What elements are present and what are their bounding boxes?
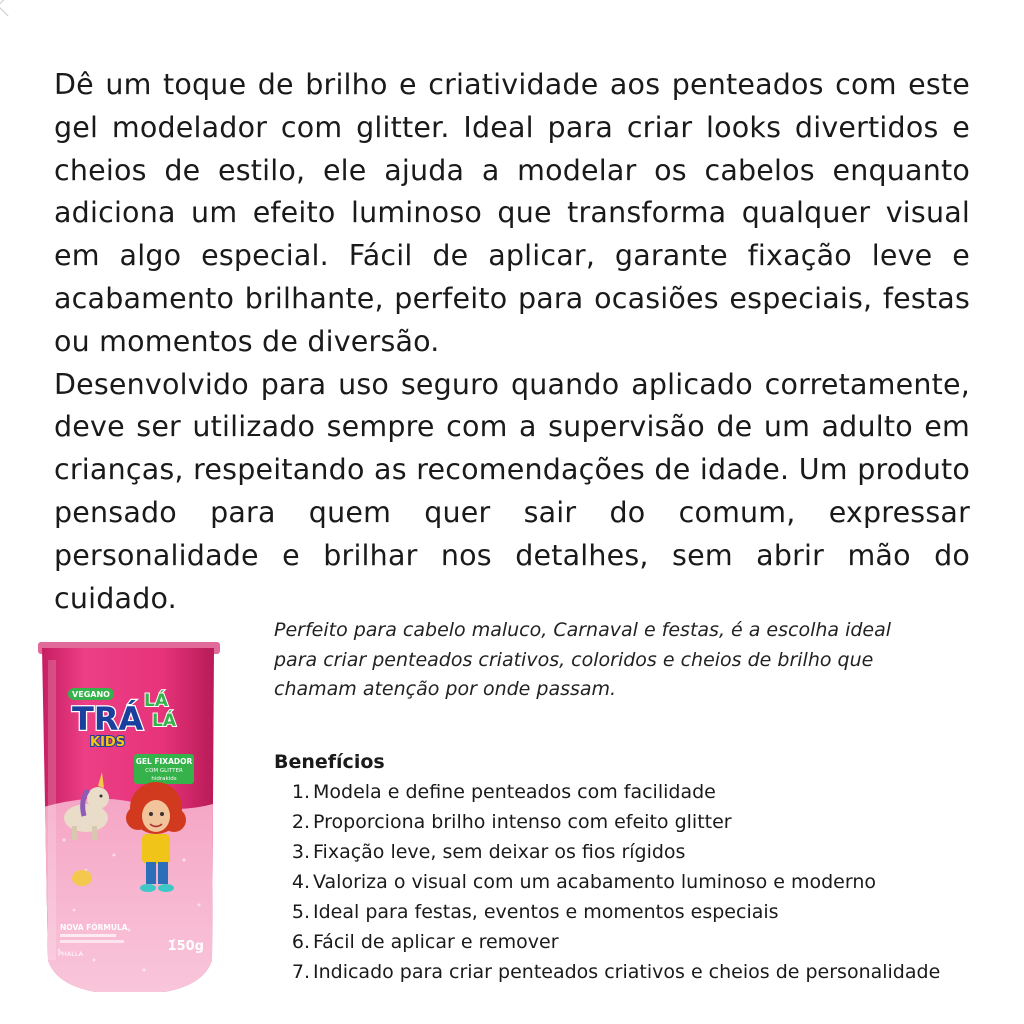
brand-logo-la: LÁ (144, 691, 168, 711)
tagline-line: para criar penteados criativos, coloridos e cheios de brilho que (274, 648, 874, 671)
description-paragraph: Dê um toque de brilho e criatividade aos penteados com este gel modelador com glitter. Ideal para criar looks divertidos e cheios de estilo, ele ajuda a modelar os cabelos enquanto adiciona um efeito luminoso que transforma qualquer visual em algo especial. Fácil de aplicar, garante fixação leve e acabamento brilhante, perfeito para ocasiões especiais, festas ou momentos de diversão. (54, 68, 970, 358)
product-tube-image (34, 640, 226, 1012)
product-description (54, 64, 970, 620)
list-item-number: 1. (291, 781, 310, 803)
list-item-text: Modela e define penteados com facilidade (313, 781, 716, 803)
vegan-badge: VEGANO (72, 690, 110, 699)
list-item-number: 7. (291, 961, 310, 983)
list-item-number: 5. (291, 901, 310, 923)
corner-fold-mark (0, 0, 18, 16)
description-paragraph: Desenvolvido para uso seguro quando aplicado corretamente, deve ser utilizado sempre com a supervisão de um adulto em crianças, respeitando as recomendações de idade. Um produto pensado para quem quer sair do comum, expressar personalidade e brilhar nos detalhes, sem abrir mão do cuidado. (54, 367, 970, 615)
brand-logo-kids: KIDS (90, 735, 126, 750)
list-item (286, 897, 940, 927)
list-item (286, 957, 940, 987)
list-item-text: Fixação leve, sem deixar os fios rígidos (313, 841, 686, 863)
list-item (286, 927, 940, 957)
weight-label: 150g (167, 939, 204, 954)
benefits-heading: Benefícios (274, 751, 385, 773)
brand-logo-tra: TRÁ (72, 700, 144, 738)
tagline-line: chamam atenção por onde passam. (274, 678, 617, 700)
maker-label: PHALLA (58, 950, 84, 958)
list-item-text: Indicado para criar penteados criativos e cheios de personalidade (313, 961, 941, 983)
list-item-number: 6. (291, 931, 310, 953)
list-item-number: 2. (291, 811, 310, 833)
product-line: hidrakids (151, 776, 177, 782)
tagline-line: Perfeito para cabelo maluco, Carnaval e festas, é a escolha ideal (274, 619, 892, 641)
list-item (286, 837, 940, 867)
list-item-number: 3. (291, 841, 310, 863)
product-tagline (274, 616, 994, 705)
list-item-number: 4. (291, 871, 310, 893)
list-item (286, 867, 940, 897)
list-item-text: Proporciona brilho intenso com efeito glitter (313, 811, 732, 833)
product-subtitle: COM GLITTER (145, 768, 183, 774)
list-item-text: Fácil de aplicar e remover (313, 931, 559, 953)
product-name: GEL FIXADOR (135, 757, 193, 766)
list-item-text: Ideal para festas, eventos e momentos especiais (313, 901, 779, 923)
list-item-text: Valoriza o visual com um acabamento luminoso e moderno (313, 871, 876, 893)
gel-tube-icon (34, 640, 226, 1012)
brand-logo-la: LÁ (152, 711, 176, 731)
list-item (286, 777, 940, 807)
list-item (286, 807, 940, 837)
new-formula-label: NOVA FÓRMULA (60, 923, 128, 932)
benefits-list (286, 777, 940, 987)
